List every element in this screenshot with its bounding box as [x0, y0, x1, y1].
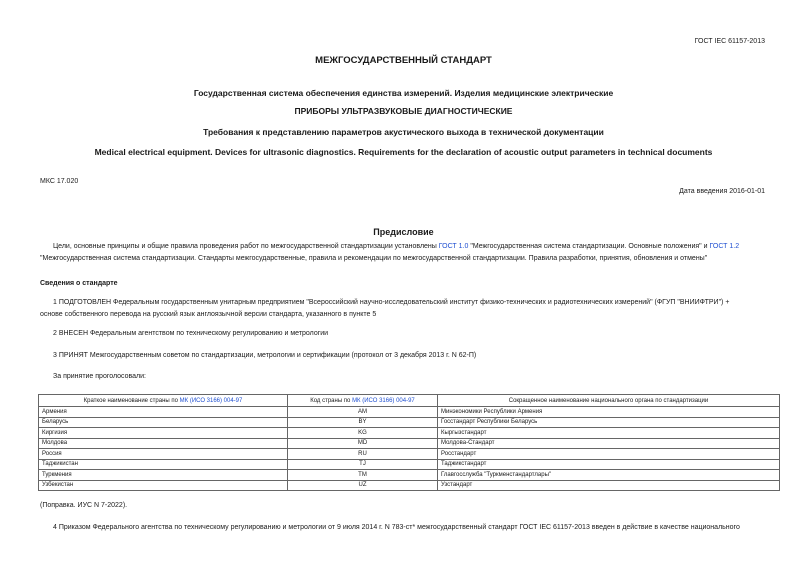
amendment-note: (Поправка. ИУС N 7-2022). [40, 502, 128, 509]
preface-paragraph-1 [40, 241, 772, 265]
country-cell: Россия [39, 449, 288, 460]
document-code: ГОСТ IEC 61157-2013 [694, 38, 765, 45]
country-cell: Узбекистан [39, 480, 288, 491]
table-row [39, 480, 780, 491]
preface-p1-line2: "Межгосударственная система стандартизации. Стандарты межгосударственные, правила и рекомендации по межгосударственной стандартизации. Правила разработки, принятия, обновления и отмены" [40, 255, 708, 262]
country-cell: Молдова [39, 438, 288, 449]
country-cell: Таджикистан [39, 459, 288, 470]
introduction-date: Дата введения 2016-01-01 [679, 188, 765, 195]
code-cell: UZ [288, 480, 438, 491]
body-cell: Госстандарт Республики Беларусь [438, 417, 780, 428]
voted-label: За принятие проголосовали: [53, 373, 146, 380]
standard-requirements-title: Требования к представлению параметров акустического выхода в технической документации [203, 127, 604, 137]
table-row [39, 428, 780, 439]
header-country-name [39, 395, 288, 407]
body-cell: Узстандарт [438, 480, 780, 491]
mk-iso-3166-link[interactable]: МК (ИСО 3166) 004-97 [352, 397, 415, 404]
body-cell: Таджикстандарт [438, 459, 780, 470]
table-row [39, 407, 780, 418]
item-2-submitted: 2 ВНЕСЕН Федеральным агентством по техническому регулированию и метрологии [53, 330, 329, 337]
table-row [39, 459, 780, 470]
code-cell: TM [288, 470, 438, 481]
item-1-line1: 1 ПОДГОТОВЛЕН Федеральным государственным унитарным предприятием "Всероссийский научно-исследовательский институт физико-технических и радиотехнических измерений" (ФГУП "ВНИИФТРИ") + [53, 299, 730, 306]
gost-1-0-link[interactable]: ГОСТ 1.0 [438, 243, 469, 250]
body-cell: Молдова-Стандарт [438, 438, 780, 449]
country-cell: Туркмения [39, 470, 288, 481]
preface-p1-text-b: "Межгосударственная система стандартизации. Основные положения" и [468, 243, 710, 250]
country-cell: Беларусь [39, 417, 288, 428]
body-cell: Минэкономики Республики Армения [438, 407, 780, 418]
mks-code: МКС 17.020 [40, 178, 79, 185]
header-code-prefix: Код страны по [310, 397, 353, 404]
english-title: Medical electrical equipment. Devices for ultrasonic diagnostics. Requirements for the declaration of acoustic output parameters in technical documents [94, 147, 713, 157]
code-cell: BY [288, 417, 438, 428]
header-country-prefix: Краткое наименование страны по [83, 397, 180, 404]
standard-info-heading: Сведения о стандарте [40, 280, 118, 287]
table-header-row [39, 395, 780, 407]
code-cell: KG [288, 428, 438, 439]
table-row [39, 470, 780, 481]
standard-type-title: МЕЖГОСУДАРСТВЕННЫЙ СТАНДАРТ [315, 55, 492, 66]
header-country-code [288, 395, 438, 407]
table-row [39, 438, 780, 449]
country-cell: Киргизия [39, 428, 288, 439]
preface-heading: Предисловие [373, 227, 434, 237]
code-cell: RU [288, 449, 438, 460]
body-cell: Росстандарт [438, 449, 780, 460]
gost-1-2-link[interactable]: ГОСТ 1.2 [709, 243, 740, 250]
code-cell: TJ [288, 459, 438, 470]
item-1-line2: основе собственного перевода на русский язык англоязычной версии стандарта, указанного в пункте 5 [40, 311, 377, 318]
code-cell: MD [288, 438, 438, 449]
preface-p1-text-a: Цели, основные принципы и общие правила проведения работ по межгосударственной стандартизации установлены [53, 243, 439, 250]
mk-iso-3166-link[interactable]: МК (ИСО 3166) 004-97 [179, 397, 243, 404]
header-standards-body: Сокращенное наименование национального органа по стандартизации [438, 395, 780, 407]
item-3-adopted: 3 ПРИНЯТ Межгосударственным советом по стандартизации, метрологии и сертификации (протокол от 3 декабря 2013 г. N 62-П) [53, 352, 477, 359]
body-cell: Кыргызстандарт [438, 428, 780, 439]
body-cell: Главгосслужба "Туркменстандартлары" [438, 470, 780, 481]
country-cell: Армения [39, 407, 288, 418]
item-1-prepared [40, 297, 772, 321]
item-4-order: 4 Приказом Федерального агентства по техническому регулированию и метрологии от 9 июля 2014 г. N 783-ст* межгосударственный стандарт ГОСТ IEC 61157-2013 введен в действие в качестве национального [53, 524, 740, 531]
voting-countries-table [38, 394, 780, 491]
table-row [39, 449, 780, 460]
standard-name-title: ПРИБОРЫ УЛЬТРАЗВУКОВЫЕ ДИАГНОСТИЧЕСКИЕ [294, 106, 513, 116]
code-cell: AM [288, 407, 438, 418]
table-row [39, 417, 780, 428]
preface-p1-line1 [40, 241, 772, 253]
standard-system-subtitle: Государственная система обеспечения единства измерений. Изделия медицинские электрические [193, 88, 614, 98]
